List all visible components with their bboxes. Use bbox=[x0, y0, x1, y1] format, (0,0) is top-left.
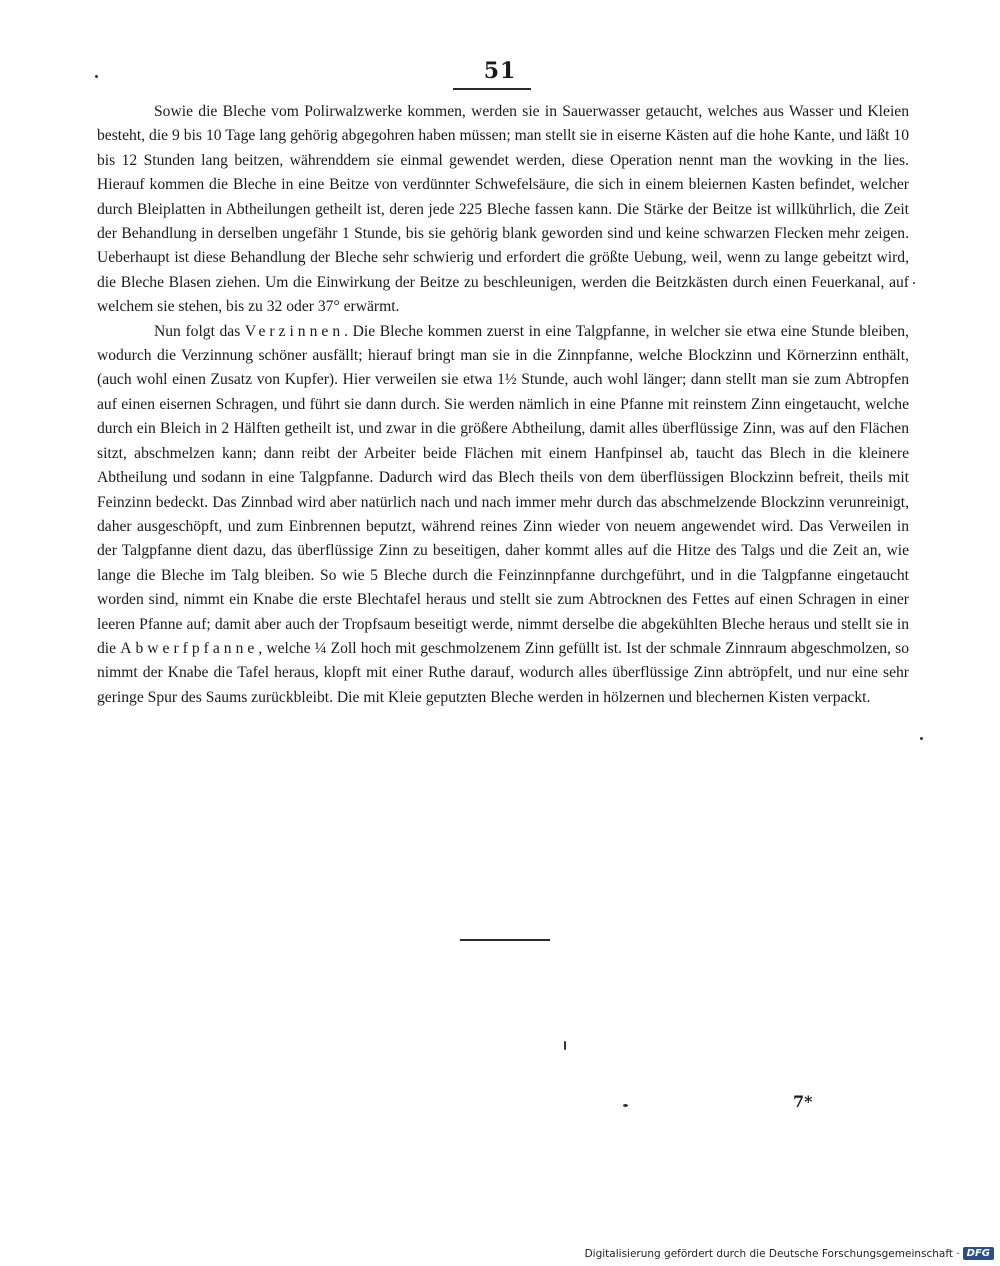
dfg-logo-icon: DFG bbox=[963, 1247, 994, 1260]
header-rule bbox=[453, 88, 531, 90]
scan-speck bbox=[623, 1104, 628, 1107]
emphasized-term-abwerfpfanne: Abwerfpfanne bbox=[120, 639, 259, 657]
scan-speck bbox=[920, 737, 923, 740]
footer-credit: Digitalisierung gefördert durch die Deutsche Forschungsgemeinschaft · bbox=[584, 1247, 960, 1260]
scan-speck bbox=[564, 1041, 566, 1050]
scan-speck bbox=[95, 75, 98, 78]
paragraph-2 bbox=[97, 320, 909, 711]
paragraph-2-body: . Die Bleche kommen zuerst in eine Talgpfanne, in welcher sie etwa eine Stunde bleiben, wodurch die Verzinnung schöner ausfällt; hierauf bringt man sie in die Zinnpfanne, welche Blockzinn und Körnerzinn enthält, (auch wohl einen Zusatz von Kupfer). Hier verweilen sie etwa 1½ Stunde, auch wohl länger; dann stellt man sie zum Abtropfen auf einen eisernen Schragen, und führt sie dann durch. Sie werden nämlich in eine Pfanne mit reinstem Zinn eingetaucht, welche durch ein Bleich in 2 Hälften getheilt ist, und zwar in die größere Abtheilung, damit alles überflüssige Zinn, was auf den Flächen sitzt, abschmelzen kann; dann reibt der Arbeiter beide Flächen mit einem Hanfpinsel ab, taucht das Blech in die kleinere Abtheilung und sodann in eine Talgpfanne. Dadurch wird das Blech theils von dem überflüssigen Blockzinn befreit, theils mit Feinzinn bedeckt. Das Zinnbad wird aber natürlich nach und nach immer mehr durch das abschmelzende Blockzinn verunreinigt, daher ausgeschöpft, und zum Einbrennen beputzt, während reines Zinn wieder von neuem angewendet wird. Das Verweilen in der Talgpfanne dient dazu, das überflüssige Zinn zu beseitigen, daher kommt alles auf die Hitze des Talgs und die Zeit an, wie lange die Bleche im Talg bleiben. So wie 5 Bleche durch die Feinzinnpfanne durchgeführt, und in die Talgpfanne eingetaucht worden sind, nimmt ein Knabe die erste Blechtafel heraus und stellt sie zum Abtrocknen des Fettes auf einen Schragen in einer leeren Pfanne auf; damit aber auch der Tropfsaum beseitigt werde, nimmt derselbe die abgekühlten Bleche heraus und stellt sie in die bbox=[97, 322, 909, 657]
body-text bbox=[97, 100, 909, 710]
paragraph-2-end: , welche ¼ Zoll hoch mit geschmolzenem Zinn gefüllt ist. Ist der schmale Zinnraum abgeschmolzen, so nimmt der Knabe die Tafel heraus, klopft mit einer Ruthe darauf, wodurch alles überflüssige Zinn abtröpfelt, und nur eine sehr geringe Spur des Saums zurückbleibt. Die mit Kleie geputzten Bleche werden in hölzernen und blechernen Kisten verpackt. bbox=[97, 639, 909, 706]
digitization-footer bbox=[585, 1247, 994, 1260]
end-rule bbox=[460, 939, 550, 941]
signature-mark: 7* bbox=[793, 1092, 813, 1111]
emphasized-term-verzinnen: Verzinnen bbox=[244, 322, 345, 340]
paragraph-2-intro: Nun folgt das bbox=[154, 322, 245, 340]
paragraph-1: Sowie die Bleche vom Polirwalzwerke kommen, werden sie in Sauerwasser getaucht, welches aus Wasser und Kleien besteht, die 9 bis 10 Tage lang gehörig abgegohren haben müssen; man stellt sie in eiserne Kästen auf die hohe Kante, und läßt 10 bis 12 Stunden lang beitzen, währenddem sie einmal gewendet werden, diese Operation nennt man the wovking in the lies. Hierauf kommen die Bleche in eine Beitze von verdünnter Schwefelsäure, die sich in einem bleiernen Kasten befindet, welcher durch Bleiplatten in Abtheilungen getheilt ist, deren jede 225 Bleche fassen kann. Die Stärke der Beitze ist willkührlich, die Zeit der Behandlung in derselben ungefähr 1 Stunde, bis sie gehörig blank geworden sind und keine schwarzen Flecken mehr zeigen. Ueberhaupt ist diese Behandlung der Bleche sehr schwierig und erfordert die größte Uebung, weil, wenn zu lange gebeitzt wird, die Bleche Blasen ziehen. Um die Einwirkung der Beitze zu beschleunigen, werden die Beitzkästen durch einen Feuerkanal, auf welchem sie stehen, bis zu 32 oder 37° erwärmt. bbox=[97, 103, 909, 316]
page-number: 51 bbox=[483, 58, 517, 84]
scan-speck bbox=[913, 282, 915, 284]
